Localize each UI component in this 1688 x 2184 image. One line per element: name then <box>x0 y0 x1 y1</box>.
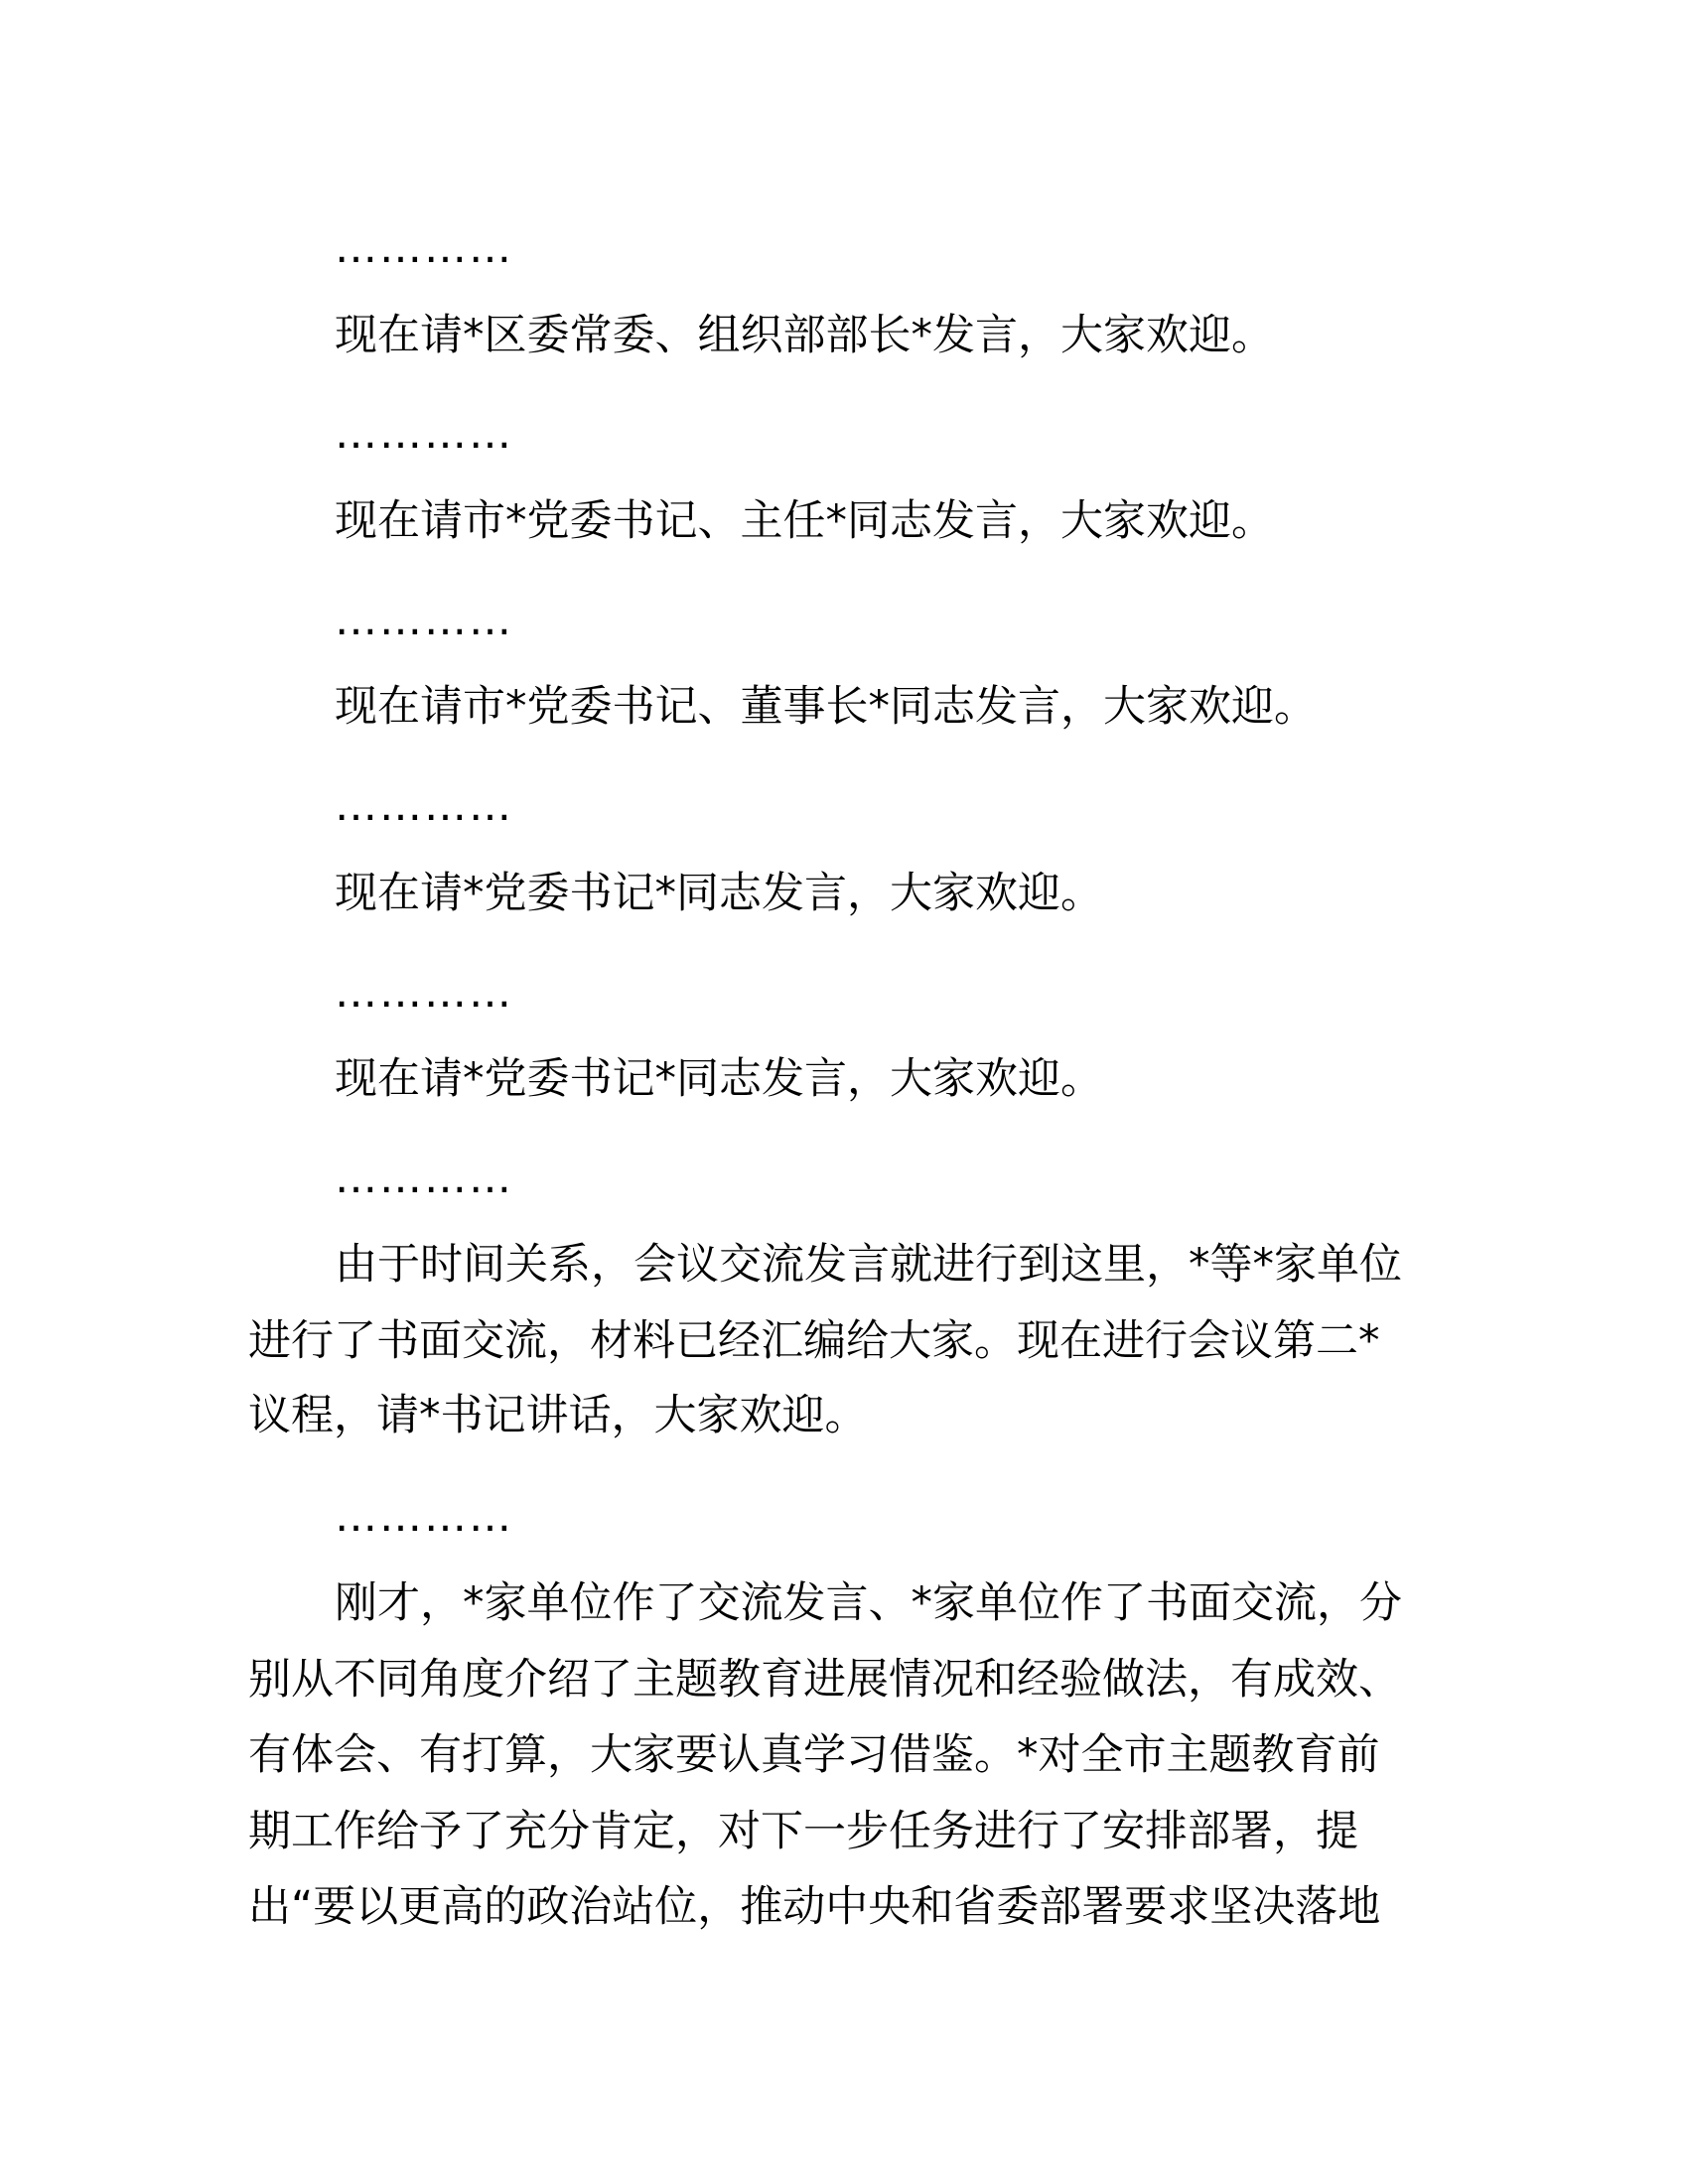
paragraph-line: 现在请市*党委书记、主任*同志发言，大家欢迎。 <box>335 496 1274 546</box>
paragraph-line: 刚才，*家单位作了交流发言、*家单位作了书面交流，分 <box>335 1578 1402 1628</box>
paragraph-line: 别从不同角度介绍了主题教育进展情况和经验做法，有成效、 <box>248 1655 1401 1705</box>
ellipsis-line: ………… <box>335 409 513 459</box>
paragraph-line: 现在请市*党委书记、董事长*同志发言，大家欢迎。 <box>335 682 1317 732</box>
paragraph-line: 进行了书面交流，材料已经汇编给大家。现在进行会议第二* <box>248 1316 1380 1366</box>
paragraph-line: 由于时间关系，会议交流发言就进行到这里，*等*家单位 <box>335 1240 1402 1290</box>
ellipsis-line: ………… <box>335 1154 513 1203</box>
ellipsis-line: ………… <box>335 596 513 645</box>
paragraph-line: 期工作给予了充分肯定，对下一步任务进行了安排部署，提 <box>248 1807 1358 1856</box>
paragraph-line: 议程，请*书记讲话，大家欢迎。 <box>248 1391 868 1440</box>
paragraph-line: 现在请*党委书记*同志发言，大家欢迎。 <box>335 869 1103 918</box>
paragraph-line: 现在请*党委书记*同志发言，大家欢迎。 <box>335 1054 1103 1104</box>
ellipsis-line: ………… <box>335 781 513 831</box>
ellipsis-line: ………… <box>335 223 513 273</box>
paragraph-line: 现在请*区委常委、组织部部长*发言，大家欢迎。 <box>335 311 1274 360</box>
ellipsis-line: ………… <box>335 1492 513 1542</box>
paragraph-line: 出“要以更高的政治站位，推动中央和省委部署要求坚决落地 <box>248 1882 1381 1932</box>
paragraph-line: 有体会、有打算，大家要认真学习借鉴。*对全市主题教育前 <box>248 1730 1380 1780</box>
ellipsis-line: ………… <box>335 968 513 1018</box>
